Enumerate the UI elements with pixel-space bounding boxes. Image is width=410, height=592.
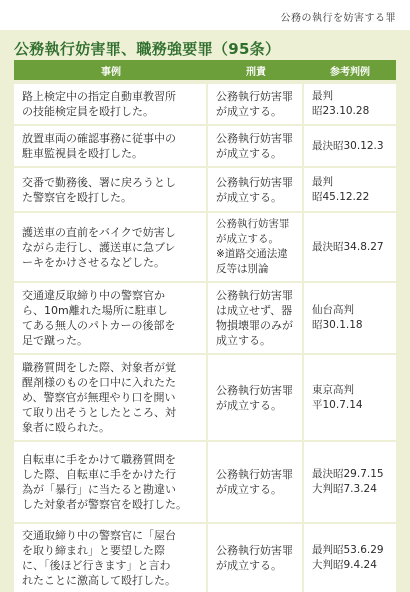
precedent-cell: 最決昭34.8.27 [304,213,396,281]
content-panel [0,30,410,587]
case-table [14,60,396,592]
case-cell: 自転車に手をかけて職務質問を した際、自転車に手をかけた行 為が「暴行」に当たると勘違い した対象者が警察官を殴打した。 [14,442,206,522]
table-row [14,281,396,353]
liability-cell: 公務執行妨害罪 が成立する。 [208,442,302,522]
liability-cell: 公務執行妨害罪 が成立する。 [208,355,302,440]
case-cell: 放置車両の確認事務に従事中の 駐車監視員を殴打した。 [14,126,206,166]
case-cell: 交番で勤務後、署に戻ろうとし た警察官を殴打した。 [14,168,206,211]
liability-cell: 公務執行妨害罪 が成立する。 [208,524,302,592]
precedent-cell: 仙台高判 昭30.1.18 [304,283,396,353]
case-cell: 護送車の直前をバイクで妨害し ながら走行し、護送車に急ブレ ーキをかけさせるなどした。 [14,213,206,281]
precedent-cell: 最判 昭45.12.22 [304,168,396,211]
liability-cell: 公務執行妨害罪 が成立する。 [208,126,302,166]
column-header-precedent: 参考判例 [330,66,370,78]
precedent-cell: 最判 昭23.10.28 [304,84,396,124]
case-cell: 職務質問をした際、対象者が覚 醒剤様のものを口中に入れたた め、警察官が無理やり口を開い て取り出そうとしたところ、対 象者に殴られた。 [14,355,206,440]
column-header-case: 事例 [101,66,121,78]
liability-cell: 公務執行妨害罪 が成立する。 [208,168,302,211]
precedent-cell: 最判昭53.6.29 大判昭9.4.24 [304,524,396,592]
chapter-title: 公務の執行を妨害する罪 [280,13,396,24]
table-row [14,522,396,592]
case-cell: 路上検定中の指定自動車教習所 の技能検定員を殴打した。 [14,84,206,124]
column-header-liability: 刑責 [246,66,266,78]
precedent-cell: 最決昭30.12.3 [304,126,396,166]
table-row [14,353,396,440]
case-cell: 交通取締り中の警察官に「屋台 を取り締まれ」と要望した際 に、「後ほど行きます」と言わ れたことに激高して殴打した。 [14,524,206,592]
precedent-cell: 東京高判 平10.7.14 [304,355,396,440]
case-cell: 交通違反取締り中の警察官か ら、10m離れた場所に駐車し てある無人のパトカーの後部を 足で蹴った。 [14,283,206,353]
table-header [14,60,396,82]
liability-cell: 公務執行妨害罪 が成立する。 ※道路交通法違 反等は別論 [208,213,302,281]
table-row [14,440,396,522]
table-row [14,124,396,166]
table-row [14,211,396,281]
liability-cell: 公務執行妨害罪 は成立せず、器 物損壊罪のみが 成立する。 [208,283,302,353]
table-row [14,166,396,211]
table-row [14,82,396,124]
liability-cell: 公務執行妨害罪 が成立する。 [208,84,302,124]
header-bar [0,0,410,30]
section-title: 公務執行妨害罪、職務強要罪（95条） [14,40,281,58]
precedent-cell: 最決昭29.7.15 大判昭7.3.24 [304,442,396,522]
